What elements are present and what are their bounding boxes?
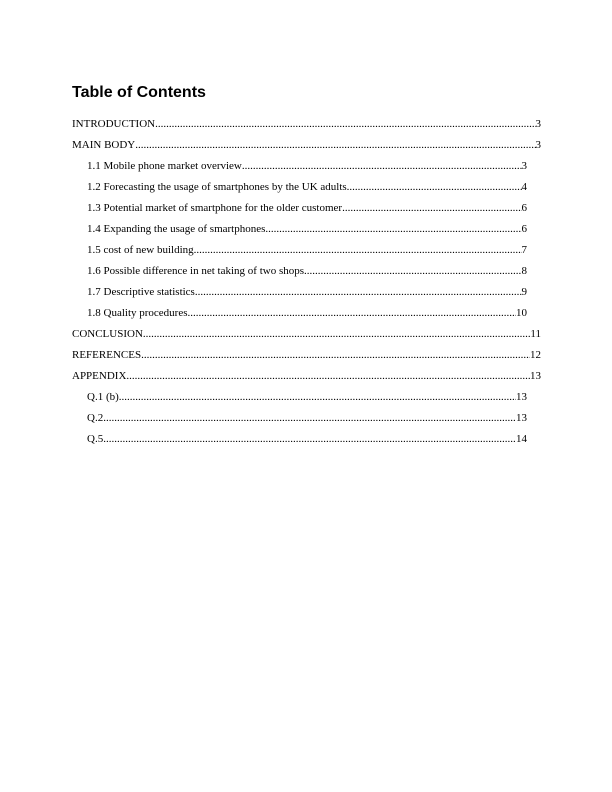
toc-entry-text: REFERENCES <box>72 349 142 361</box>
toc-entry-page: 3 <box>521 160 527 172</box>
dot-leader <box>126 369 530 383</box>
toc-entry-1-6[interactable] <box>87 264 527 278</box>
dot-leader <box>304 264 521 278</box>
toc-entry-text: 1.1 Mobile phone market overview <box>87 160 242 172</box>
toc-entry-page: 3 <box>535 118 541 130</box>
toc-entry-page: 7 <box>521 244 527 256</box>
toc-entry-page: 9 <box>521 286 527 298</box>
toc-entry-text: MAIN BODY <box>72 139 136 151</box>
toc-entry-page: 12 <box>530 349 541 361</box>
dot-leader <box>103 432 516 446</box>
dot-leader <box>342 201 521 215</box>
dot-leader <box>242 159 522 173</box>
toc-entry-page: 8 <box>521 265 527 277</box>
toc-entry-text: 1.3 Potential market of smartphone for the older customer <box>87 202 343 214</box>
dot-leader <box>188 306 517 320</box>
dot-leader <box>141 348 530 362</box>
toc-entry-text: CONCLUSION <box>72 328 143 340</box>
toc-entry-1-4[interactable] <box>87 222 527 236</box>
toc-title: Table of Contents <box>72 84 206 101</box>
toc-entry-1-3[interactable] <box>87 201 527 215</box>
dot-leader <box>143 327 531 341</box>
toc-entry-text: 1.4 Expanding the usage of smartphones <box>87 223 266 235</box>
toc-entry-text: Q.5 <box>87 433 104 445</box>
toc-entry-page: 6 <box>521 202 527 214</box>
toc-entry-references[interactable] <box>72 348 541 362</box>
toc-entry-text: APPENDIX <box>72 370 127 382</box>
toc-entry-q5[interactable] <box>87 432 527 446</box>
toc-entry-page: 13 <box>516 412 527 424</box>
dot-leader <box>194 243 522 257</box>
dot-leader <box>265 222 521 236</box>
toc-entry-page: 13 <box>530 370 541 382</box>
dot-leader <box>103 411 516 425</box>
toc-entry-text: 1.7 Descriptive statistics <box>87 286 195 298</box>
dot-leader <box>195 285 522 299</box>
toc-entry-text: INTRODUCTION <box>72 118 156 130</box>
toc-entry-conclusion[interactable] <box>72 327 541 341</box>
toc-entry-text: 1.8 Quality procedures <box>87 307 188 319</box>
toc-entry-page: 13 <box>516 391 527 403</box>
toc-entry-page: 6 <box>521 223 527 235</box>
dot-leader <box>155 117 535 131</box>
toc-entry-1-1[interactable] <box>87 159 527 173</box>
toc-entry-text: Q.2 <box>87 412 104 424</box>
toc-entry-appendix[interactable] <box>72 369 541 383</box>
dot-leader <box>119 390 516 404</box>
toc-entry-1-2[interactable] <box>87 180 527 194</box>
toc-entry-page: 4 <box>521 181 527 193</box>
toc-entry-text: Q.1 (b) <box>87 391 119 403</box>
toc-entry-page: 10 <box>516 307 527 319</box>
toc-entry-text: 1.2 Forecasting the usage of smartphones by the UK adults <box>87 181 347 193</box>
toc-entry-q1b[interactable] <box>87 390 527 404</box>
toc-entry-main-body[interactable] <box>72 138 541 152</box>
toc-entry-1-8[interactable] <box>87 306 527 320</box>
toc-entry-text: 1.6 Possible difference in net taking of two shops <box>87 265 305 277</box>
toc-entry-1-5[interactable] <box>87 243 527 257</box>
toc-entry-page: 14 <box>516 433 527 445</box>
dot-leader <box>347 180 522 194</box>
toc-entry-introduction[interactable] <box>72 117 541 131</box>
toc-entry-q2[interactable] <box>87 411 527 425</box>
toc-entry-page: 3 <box>535 139 541 151</box>
toc-entry-page: 11 <box>530 328 541 340</box>
toc-entry-1-7[interactable] <box>87 285 527 299</box>
dot-leader <box>135 138 535 152</box>
toc-entry-text: 1.5 cost of new building <box>87 244 194 256</box>
